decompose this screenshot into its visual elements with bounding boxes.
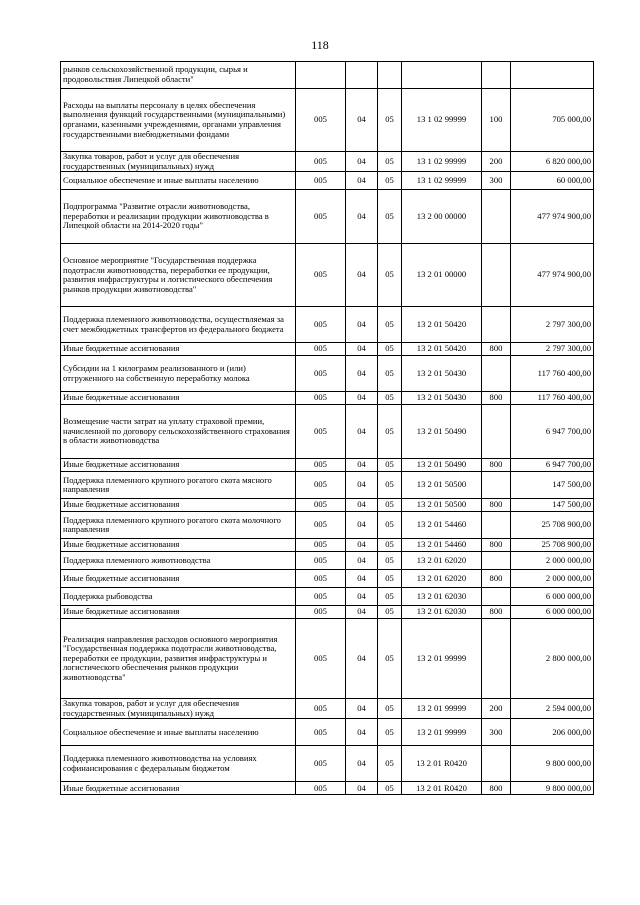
row-ministry-code: 005 [296, 699, 346, 719]
row-name: рынков сельскохозяйственной продукции, сырья и продовольствия Липецкой области" [61, 62, 296, 89]
table-row [61, 89, 594, 152]
row-name: Иные бюджетные ассигнования [61, 343, 296, 356]
row-name: Иные бюджетные ассигнования [61, 392, 296, 405]
row-expense-type: 800 [482, 343, 511, 356]
row-ministry-code: 005 [296, 172, 346, 190]
row-name: Иные бюджетные ассигнования [61, 459, 296, 472]
row-expense-type [482, 307, 511, 343]
table-row [61, 190, 594, 244]
row-amount: 2 797 300,00 [511, 307, 594, 343]
row-section-code: 04 [346, 719, 378, 746]
row-subsection-code: 05 [378, 152, 402, 172]
row-section-code: 04 [346, 619, 378, 699]
row-section-code: 04 [346, 190, 378, 244]
row-ministry-code: 005 [296, 606, 346, 619]
row-subsection-code: 05 [378, 307, 402, 343]
row-name: Реализация направления расходов основного мероприятия "Государственная поддержка подотрасли животноводства, переработки ее продукции, развития инфраструктуры и логистического обеспечения рынков продукции животноводства" [61, 619, 296, 699]
row-expense-type [482, 588, 511, 606]
row-expense-type: 300 [482, 172, 511, 190]
row-ministry-code [296, 62, 346, 89]
row-subsection-code: 05 [378, 606, 402, 619]
row-subsection-code: 05 [378, 190, 402, 244]
row-subsection-code: 05 [378, 405, 402, 459]
row-subsection-code: 05 [378, 499, 402, 512]
row-section-code: 04 [346, 699, 378, 719]
row-target-code: 13 2 01 62020 [402, 552, 482, 570]
row-amount: 117 760 400,00 [511, 392, 594, 405]
row-subsection-code: 05 [378, 570, 402, 588]
row-ministry-code: 005 [296, 307, 346, 343]
budget-rows [61, 62, 594, 795]
table-row [61, 343, 594, 356]
row-expense-type: 800 [482, 392, 511, 405]
row-name: Поддержка племенного крупного рогатого скота молочного направления [61, 512, 296, 539]
row-subsection-code: 05 [378, 89, 402, 152]
row-target-code: 13 2 01 99999 [402, 619, 482, 699]
row-amount: 147 500,00 [511, 472, 594, 499]
table-row [61, 588, 594, 606]
row-amount: 6 000 000,00 [511, 588, 594, 606]
row-section-code: 04 [346, 89, 378, 152]
row-target-code: 13 2 01 50420 [402, 307, 482, 343]
row-target-code: 13 2 01 54460 [402, 539, 482, 552]
row-subsection-code: 05 [378, 356, 402, 392]
row-target-code: 13 1 02 99999 [402, 152, 482, 172]
row-amount: 2 000 000,00 [511, 570, 594, 588]
table-row [61, 719, 594, 746]
row-expense-type [482, 619, 511, 699]
row-subsection-code: 05 [378, 619, 402, 699]
table-row [61, 307, 594, 343]
row-amount: 25 708 900,00 [511, 512, 594, 539]
table-row [61, 746, 594, 782]
table-row [61, 152, 594, 172]
row-section-code: 04 [346, 552, 378, 570]
row-amount: 6 820 000,00 [511, 152, 594, 172]
row-ministry-code: 005 [296, 539, 346, 552]
row-ministry-code: 005 [296, 459, 346, 472]
row-section-code: 04 [346, 746, 378, 782]
table-row [61, 459, 594, 472]
row-section-code: 04 [346, 172, 378, 190]
row-name: Субсидии на 1 килограмм реализованного и (или) отгруженного на собственную переработку молока [61, 356, 296, 392]
table-row [61, 512, 594, 539]
row-expense-type [482, 472, 511, 499]
row-section-code: 04 [346, 570, 378, 588]
row-amount: 25 708 900,00 [511, 539, 594, 552]
row-section-code: 04 [346, 244, 378, 307]
table-row [61, 356, 594, 392]
row-ministry-code: 005 [296, 570, 346, 588]
row-expense-type: 800 [482, 606, 511, 619]
row-target-code: 13 2 01 99999 [402, 699, 482, 719]
row-name: Закупка товаров, работ и услуг для обеспечения государственных (муниципальных) нужд [61, 152, 296, 172]
row-amount: 705 000,00 [511, 89, 594, 152]
row-section-code: 04 [346, 405, 378, 459]
row-subsection-code: 05 [378, 392, 402, 405]
row-expense-type: 200 [482, 699, 511, 719]
row-amount: 2 797 300,00 [511, 343, 594, 356]
row-target-code: 13 2 01 50430 [402, 356, 482, 392]
row-target-code: 13 2 01 62030 [402, 588, 482, 606]
row-ministry-code: 005 [296, 244, 346, 307]
row-section-code: 04 [346, 606, 378, 619]
row-target-code: 13 1 02 99999 [402, 89, 482, 152]
row-name: Иные бюджетные ассигнования [61, 539, 296, 552]
row-name: Закупка товаров, работ и услуг для обеспечения государственных (муниципальных) нужд [61, 699, 296, 719]
row-name: Иные бюджетные ассигнования [61, 606, 296, 619]
row-ministry-code: 005 [296, 719, 346, 746]
row-target-code: 13 2 00 00000 [402, 190, 482, 244]
row-expense-type [482, 190, 511, 244]
table-row [61, 539, 594, 552]
row-section-code: 04 [346, 343, 378, 356]
row-section-code: 04 [346, 588, 378, 606]
row-section-code: 04 [346, 472, 378, 499]
table-row [61, 472, 594, 499]
row-ministry-code: 005 [296, 782, 346, 795]
row-expense-type [482, 62, 511, 89]
row-ministry-code: 005 [296, 746, 346, 782]
page-number: 118 [311, 38, 329, 52]
row-expense-type [482, 356, 511, 392]
row-section-code: 04 [346, 356, 378, 392]
row-ministry-code: 005 [296, 619, 346, 699]
row-name: Иные бюджетные ассигнования [61, 570, 296, 588]
row-subsection-code: 05 [378, 172, 402, 190]
row-target-code [402, 62, 482, 89]
row-subsection-code [378, 62, 402, 89]
row-name: Иные бюджетные ассигнования [61, 499, 296, 512]
table-row [61, 244, 594, 307]
row-amount: 2 800 000,00 [511, 619, 594, 699]
row-ministry-code: 005 [296, 190, 346, 244]
row-ministry-code: 005 [296, 499, 346, 512]
table-row [61, 172, 594, 190]
row-amount: 206 000,00 [511, 719, 594, 746]
row-ministry-code: 005 [296, 405, 346, 459]
row-section-code: 04 [346, 782, 378, 795]
row-subsection-code: 05 [378, 539, 402, 552]
row-subsection-code: 05 [378, 588, 402, 606]
row-expense-type: 200 [482, 152, 511, 172]
row-subsection-code: 05 [378, 472, 402, 499]
row-expense-type: 800 [482, 459, 511, 472]
row-amount: 6 947 700,00 [511, 459, 594, 472]
row-target-code: 13 2 01 50430 [402, 392, 482, 405]
row-section-code: 04 [346, 459, 378, 472]
row-ministry-code: 005 [296, 343, 346, 356]
row-amount: 6 000 000,00 [511, 606, 594, 619]
row-amount: 9 800 000,00 [511, 782, 594, 795]
row-name: Расходы на выплаты персоналу в целях обеспечения выполнения функций государственными (муниципальными) органами, казенными учреждениями, органами управления государственными внебюджетными фондами [61, 89, 296, 152]
row-name: Иные бюджетные ассигнования [61, 782, 296, 795]
row-target-code: 13 2 01 50490 [402, 459, 482, 472]
row-amount: 147 500,00 [511, 499, 594, 512]
row-amount: 477 974 900,00 [511, 190, 594, 244]
row-subsection-code: 05 [378, 746, 402, 782]
table-row [61, 62, 594, 89]
row-section-code: 04 [346, 392, 378, 405]
row-target-code: 13 2 01 R0420 [402, 746, 482, 782]
row-expense-type: 100 [482, 89, 511, 152]
row-name: Социальное обеспечение и иные выплаты населению [61, 172, 296, 190]
row-amount [511, 62, 594, 89]
row-name: Социальное обеспечение и иные выплаты населению [61, 719, 296, 746]
row-expense-type: 800 [482, 570, 511, 588]
row-subsection-code: 05 [378, 459, 402, 472]
row-target-code: 13 2 01 99999 [402, 719, 482, 746]
row-expense-type: 800 [482, 539, 511, 552]
row-name: Поддержка племенного животноводства, осуществляемая за счет межбюджетных трансфертов из федерального бюджета [61, 307, 296, 343]
table-row [61, 392, 594, 405]
row-ministry-code: 005 [296, 152, 346, 172]
row-name: Основное мероприятие "Государственная поддержка подотрасли животноводства, переработки ее продукции, развития инфраструктуры и логистического обеспечения рынков продукции животноводства" [61, 244, 296, 307]
row-name: Возмещение части затрат на уплату страховой премии, начисленной по договору сельскохозяйственного страхования в области животноводства [61, 405, 296, 459]
row-section-code: 04 [346, 307, 378, 343]
row-target-code: 13 2 01 00000 [402, 244, 482, 307]
row-ministry-code: 005 [296, 512, 346, 539]
row-section-code: 04 [346, 499, 378, 512]
row-ministry-code: 005 [296, 588, 346, 606]
row-target-code: 13 2 01 R0420 [402, 782, 482, 795]
row-ministry-code: 005 [296, 472, 346, 499]
row-target-code: 13 1 02 99999 [402, 172, 482, 190]
row-amount: 117 760 400,00 [511, 356, 594, 392]
row-target-code: 13 2 01 54460 [402, 512, 482, 539]
row-expense-type [482, 552, 511, 570]
table-row [61, 405, 594, 459]
row-ministry-code: 005 [296, 552, 346, 570]
row-amount: 2 594 000,00 [511, 699, 594, 719]
row-subsection-code: 05 [378, 782, 402, 795]
row-subsection-code: 05 [378, 719, 402, 746]
row-subsection-code: 05 [378, 512, 402, 539]
row-amount: 9 800 000,00 [511, 746, 594, 782]
row-amount: 60 000,00 [511, 172, 594, 190]
row-section-code: 04 [346, 539, 378, 552]
row-subsection-code: 05 [378, 244, 402, 307]
row-ministry-code: 005 [296, 89, 346, 152]
row-target-code: 13 2 01 50500 [402, 499, 482, 512]
row-subsection-code: 05 [378, 343, 402, 356]
row-amount: 2 000 000,00 [511, 552, 594, 570]
row-ministry-code: 005 [296, 356, 346, 392]
row-target-code: 13 2 01 50420 [402, 343, 482, 356]
row-expense-type [482, 244, 511, 307]
row-subsection-code: 05 [378, 552, 402, 570]
row-amount: 6 947 700,00 [511, 405, 594, 459]
row-expense-type [482, 746, 511, 782]
table-row [61, 570, 594, 588]
row-section-code: 04 [346, 152, 378, 172]
row-expense-type [482, 512, 511, 539]
row-expense-type [482, 405, 511, 459]
row-name: Подпрограмма "Развитие отрасли животноводства, переработки и реализации продукции животноводства в Липецкой области на 2014-2020 годы" [61, 190, 296, 244]
row-target-code: 13 2 01 50500 [402, 472, 482, 499]
table-row [61, 606, 594, 619]
row-expense-type: 800 [482, 782, 511, 795]
row-name: Поддержка рыбоводства [61, 588, 296, 606]
row-section-code [346, 62, 378, 89]
row-ministry-code: 005 [296, 392, 346, 405]
budget-table [60, 61, 594, 795]
row-name: Поддержка племенного животноводства на условиях софинансирования с федеральным бюджетом [61, 746, 296, 782]
table-row [61, 552, 594, 570]
table-row [61, 499, 594, 512]
table-row [61, 699, 594, 719]
row-name: Поддержка племенного крупного рогатого скота мясного направления [61, 472, 296, 499]
row-name: Поддержка племенного животноводства [61, 552, 296, 570]
row-target-code: 13 2 01 62030 [402, 606, 482, 619]
table-row [61, 619, 594, 699]
row-target-code: 13 2 01 62020 [402, 570, 482, 588]
table-row [61, 782, 594, 795]
row-subsection-code: 05 [378, 699, 402, 719]
row-target-code: 13 2 01 50490 [402, 405, 482, 459]
row-expense-type: 300 [482, 719, 511, 746]
row-amount: 477 974 900,00 [511, 244, 594, 307]
row-expense-type: 800 [482, 499, 511, 512]
row-section-code: 04 [346, 512, 378, 539]
